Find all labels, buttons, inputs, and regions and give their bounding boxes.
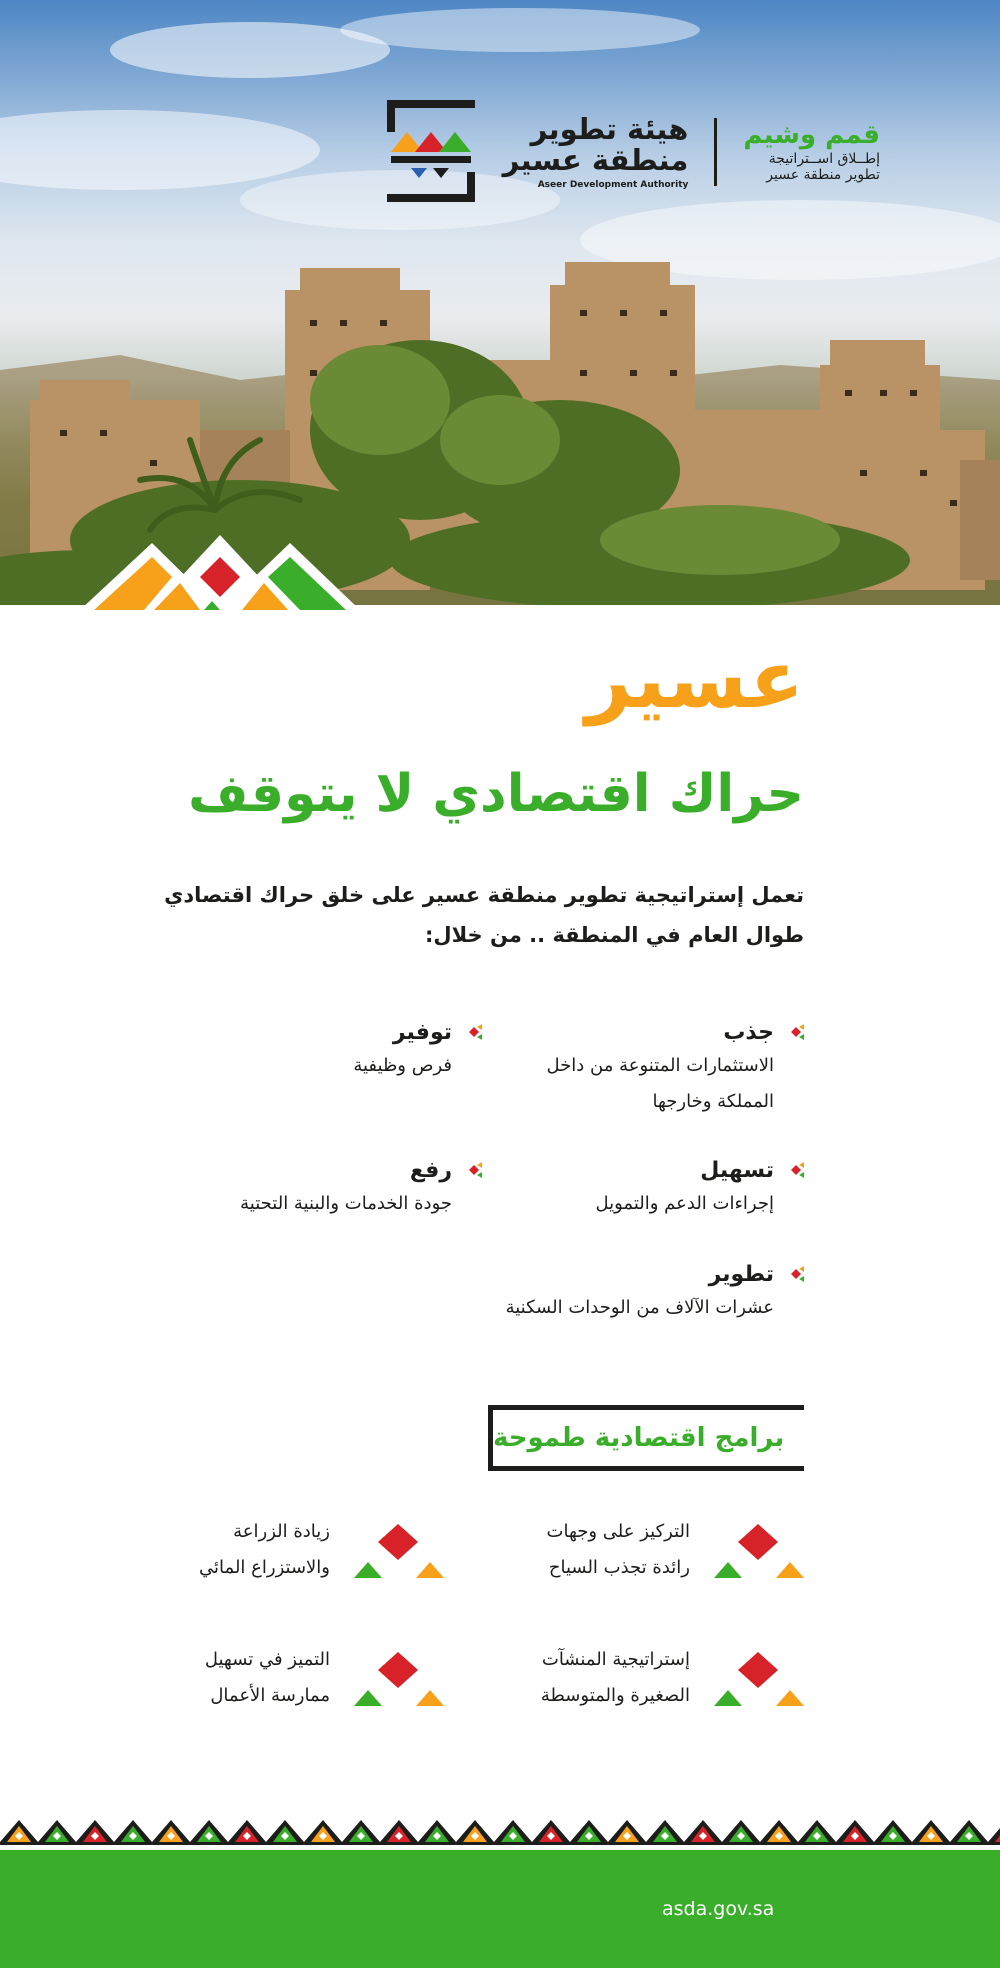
program-item <box>124 1638 444 1718</box>
authority-name-en: Aseer Development Authority <box>537 179 689 190</box>
list-item <box>504 1018 804 1120</box>
program-line2: الصغيرة والمتوسطة <box>540 1685 690 1706</box>
program-item <box>484 1638 804 1718</box>
page-subtitle: حراك اقتصادي لا يتوقف <box>188 764 804 824</box>
diamond-bullet-icon <box>788 1266 804 1282</box>
authority-logo-icon <box>385 98 477 206</box>
list-item <box>182 1156 482 1222</box>
bullet-body: الاستثمارات المتنوعة من داخل المملكة وخارجها <box>546 1055 774 1112</box>
bullet-heading: رفع <box>409 1158 452 1183</box>
authority-name <box>502 111 689 190</box>
program-line1: إستراتيجية المنشآت <box>541 1649 690 1670</box>
bullet-heading: جذب <box>723 1020 774 1045</box>
program-line1: التركيز على وجهات <box>546 1521 690 1542</box>
triangle-pattern-border <box>0 1816 1000 1850</box>
goals-list <box>150 1018 804 1368</box>
list-item <box>182 1018 482 1084</box>
program-line2: والاستزراع المائي <box>199 1557 330 1578</box>
bullet-heading: تطوير <box>708 1262 774 1287</box>
authority-name-line2: منطقة عسير <box>502 142 689 177</box>
bullet-body: فرص وظيفية <box>353 1055 452 1076</box>
diamond-bullet-icon <box>466 1024 482 1040</box>
intro-paragraph: تعمل إستراتيجية تطوير منطقة عسير على خلق حراك اقتصادي طوال العام في المنطقة .. من خلال: <box>164 883 804 947</box>
list-item <box>504 1156 804 1222</box>
footer <box>0 1850 1000 1968</box>
bullet-body: إجراءات الدعم والتمويل <box>595 1193 774 1214</box>
page-title: عسير <box>585 633 804 726</box>
summit-line1: إطــلاق اســتراتيجة <box>768 150 880 167</box>
program-item <box>484 1510 804 1590</box>
mountain-diamond-icon <box>354 1522 444 1578</box>
hero-banner <box>0 0 1000 610</box>
program-line1: التميز في تسهيل <box>204 1649 330 1670</box>
programs-heading: برامج اقتصادية طموحة <box>493 1423 785 1453</box>
program-item <box>124 1510 444 1590</box>
bullet-heading: تسهيل <box>700 1158 774 1183</box>
diamond-bullet-icon <box>466 1162 482 1178</box>
website-url: asda.gov.sa <box>662 1898 775 1920</box>
diamond-bullet-icon <box>788 1024 804 1040</box>
program-line1: زيادة الزراعة <box>233 1521 330 1542</box>
programs-heading-box <box>488 1405 804 1471</box>
summit-logo <box>743 121 880 183</box>
programs-list <box>150 1510 804 1750</box>
summit-title: قمم وشيم <box>743 119 880 150</box>
bullet-body: عشرات الآلاف من الوحدات السكنية <box>505 1297 774 1318</box>
authority-name-line1: هيئة تطوير <box>530 111 689 146</box>
mountain-diamond-icon <box>714 1522 804 1578</box>
diamond-bullet-icon <box>788 1162 804 1178</box>
bullet-heading: توفير <box>392 1020 452 1045</box>
mountain-diamond-icon <box>354 1650 444 1706</box>
mountain-triangles-icon <box>80 535 360 610</box>
logo-divider <box>714 118 717 186</box>
bullet-body: جودة الخدمات والبنية التحتية <box>240 1193 452 1214</box>
village-photo <box>0 0 1000 610</box>
program-line2: رائدة تجذب السياح <box>548 1557 690 1578</box>
header-logos <box>385 98 880 206</box>
program-line2: ممارسة الأعمال <box>210 1685 330 1706</box>
summit-line2: تطوير منطقة عسير <box>766 166 880 183</box>
list-item <box>504 1260 804 1326</box>
mountain-diamond-icon <box>714 1650 804 1706</box>
